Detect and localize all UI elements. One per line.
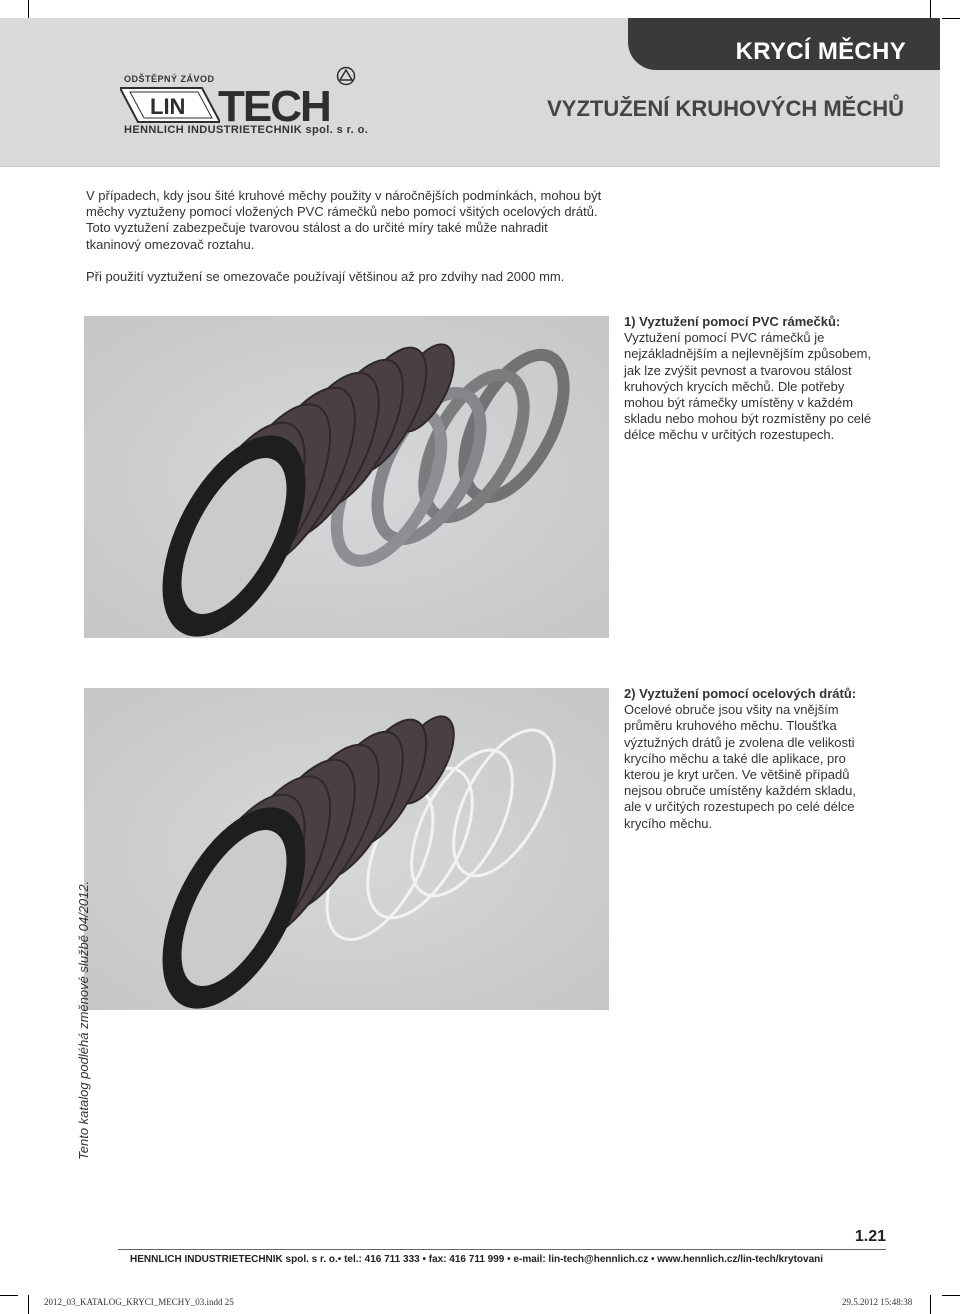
- section-wire: [624, 686, 874, 832]
- crop-mark: [28, 0, 29, 18]
- bellows-wire-image: [84, 688, 609, 1010]
- crop-mark: [930, 1295, 931, 1314]
- intro-text: [86, 188, 606, 301]
- bellows-pvc-image: [84, 316, 609, 638]
- section-wire-heading: 2) Vyztužení pomocí ocelových drátů:: [624, 686, 857, 701]
- intro-paragraph: Při použití vyztužení se omezovače používají většinou až pro zdvihy nad 2000 mm.: [86, 268, 565, 284]
- print-file-info: 2012_03_KATALOG_KRYCI_MECHY_03.indd 25: [44, 1297, 234, 1307]
- crop-mark: [0, 1295, 18, 1296]
- section-wire-body: Ocelové obruče jsou všity na vnějším průměru kruhového měchu. Tloušťka výztužných drátů je zvolena dle velikosti krycího měchu a také dle aplikace, pro kterou je kryt určen. Ve většině případů nejsou obruče umístěny každém skladu, ale v určitých rozestupech po celé délce krycího měchu.: [624, 702, 856, 831]
- section-pvc-heading: 1) Vyztužení pomocí PVC rámečků:: [624, 314, 841, 329]
- intro-paragraph: V případech, kdy jsou šité kruhové měchy použity v náročnějších podmínkách, mohou být měchy vyztuženy pomocí vložených PVC rámečků nebo pomocí všitých ocelových drátů. Toto vyztužení zabezpečuje tvarovou stálost a do určité míry také může nahradit tkaninový omezovač roztahu.: [86, 188, 602, 252]
- page-title: KRYCÍ MĚCHY: [735, 38, 906, 65]
- crop-mark: [930, 0, 931, 18]
- bellows-pvc-illustration: [84, 316, 609, 638]
- crop-mark: [28, 1295, 29, 1314]
- page-number: 1.21: [854, 1228, 886, 1245]
- logo-emblem-icon: [336, 66, 356, 86]
- footer-contact: HENNLICH INDUSTRIETECHNIK spol. s r. o.• tel.: 416 711 333 • fax: 416 711 999 • e-mail: lin-tech@hennlich.cz • www.hennlich.cz/lin-tech/krytovani: [130, 1254, 824, 1265]
- logo-lin-text: LIN: [150, 94, 186, 119]
- logo-tagline: ODŠTĚPNÝ ZÁVOD: [124, 74, 215, 84]
- logo-tech-text: TECH: [218, 82, 330, 131]
- print-date-info: 29.5.2012 15:48:38: [842, 1297, 913, 1307]
- crop-mark: [942, 18, 960, 19]
- logo-company: HENNLICH INDUSTRIETECHNIK spol. s r. o.: [124, 124, 369, 136]
- catalog-notice: Tento katalog podléhá změnové službě 04/2012.: [76, 880, 91, 1160]
- bellows-wire-illustration: [84, 688, 609, 1010]
- footer-divider: [118, 1249, 886, 1250]
- crop-mark: [942, 1295, 960, 1296]
- section-pvc: [624, 314, 874, 444]
- page-subtitle: VYZTUŽENÍ KRUHOVÝCH MĚCHŮ: [547, 96, 904, 121]
- section-pvc-body: Vyztužení pomocí PVC rámečků je nejzákladnějším a nejlevnějším způsobem, jak lze zvýšit pevnost a tvarovou stálost kruhových krycích měchů. Dle potřeby mohou být rámečky umístěny v každém skladu nebo mohou být rozmístěny po celé délce měchu v určitých rozestupech.: [624, 330, 872, 443]
- lin-logo-icon: [120, 86, 220, 124]
